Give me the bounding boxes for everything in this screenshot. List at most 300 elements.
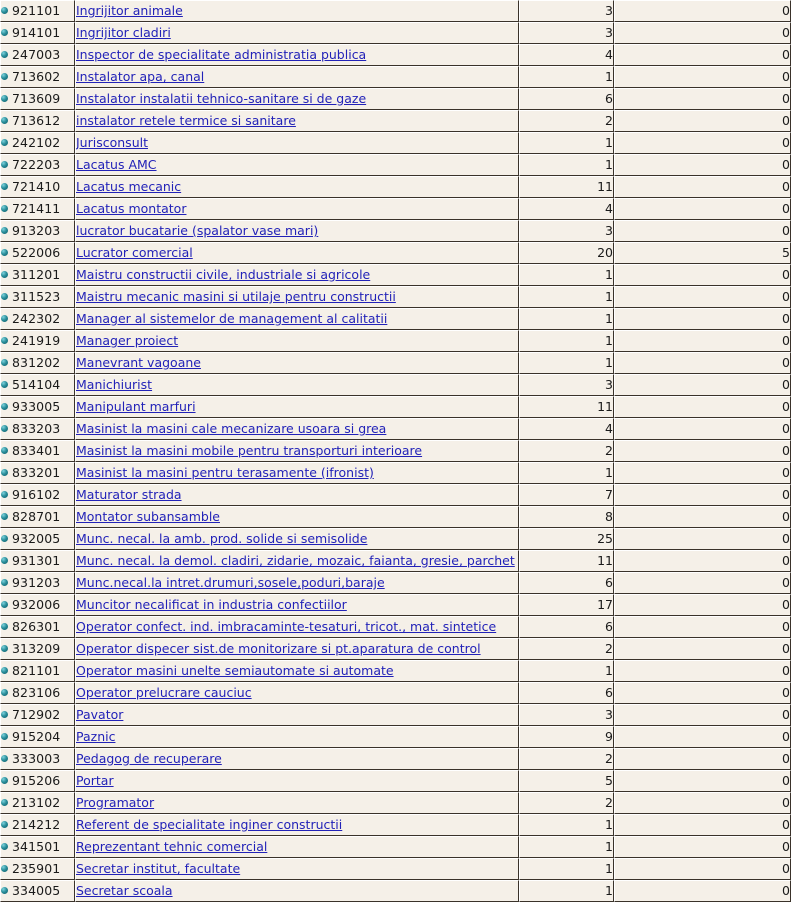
cell-count-b: 0 [614, 264, 791, 286]
cell-code [0, 792, 75, 814]
table-row [0, 858, 791, 880]
cell-count-b: 0 [614, 858, 791, 880]
table-row [0, 726, 791, 748]
sphere-bullet-icon [1, 447, 8, 454]
sphere-bullet-icon [1, 7, 8, 14]
cell-count-b: 0 [614, 22, 791, 44]
cell-code [0, 308, 75, 330]
occupation-link[interactable]: Operator masini unelte semiautomate si automate [76, 663, 394, 678]
occupation-link[interactable]: Jurisconsult [76, 135, 148, 150]
cell-occupation [75, 418, 519, 440]
cell-occupation [75, 0, 519, 22]
sphere-bullet-icon [1, 579, 8, 586]
table-row [0, 286, 791, 308]
cell-occupation [75, 880, 519, 902]
cell-code [0, 660, 75, 682]
cell-count-a: 1 [519, 660, 614, 682]
cell-occupation [75, 132, 519, 154]
cell-count-b: 0 [614, 88, 791, 110]
table-row [0, 594, 791, 616]
occupation-code: 241919 [12, 333, 61, 349]
sphere-bullet-icon [1, 469, 8, 476]
cell-code [0, 440, 75, 462]
occupation-link[interactable]: Manichiurist [76, 377, 153, 392]
occupation-code: 242102 [12, 135, 61, 151]
cell-occupation [75, 44, 519, 66]
cell-count-a: 1 [519, 264, 614, 286]
occupation-code: 341501 [12, 839, 61, 855]
occupation-link[interactable]: Operator dispecer sist.de monitorizare si pt.aparatura de control [76, 641, 481, 656]
cell-occupation [75, 550, 519, 572]
cell-code [0, 44, 75, 66]
cell-count-a: 5 [519, 770, 614, 792]
cell-code [0, 22, 75, 44]
cell-code [0, 242, 75, 264]
occupation-link[interactable]: Muncitor necalificat in industria confectiilor [76, 597, 347, 612]
occupation-code: 247003 [12, 47, 61, 63]
cell-occupation [75, 858, 519, 880]
cell-count-a: 2 [519, 792, 614, 814]
cell-count-b: 0 [614, 660, 791, 682]
occupation-code: 833203 [12, 421, 61, 437]
cell-code [0, 462, 75, 484]
occupation-link[interactable]: Maistru mecanic masini si utilaje pentru constructii [76, 289, 396, 304]
table-row [0, 330, 791, 352]
cell-count-b: 0 [614, 484, 791, 506]
cell-occupation [75, 242, 519, 264]
table-row [0, 264, 791, 286]
cell-count-a: 3 [519, 374, 614, 396]
sphere-bullet-icon [1, 227, 8, 234]
cell-code [0, 132, 75, 154]
cell-code [0, 550, 75, 572]
cell-code [0, 374, 75, 396]
occupation-code: 311523 [12, 289, 61, 305]
cell-count-b: 0 [614, 176, 791, 198]
cell-count-b: 0 [614, 110, 791, 132]
cell-code [0, 704, 75, 726]
cell-count-b: 0 [614, 748, 791, 770]
sphere-bullet-icon [1, 865, 8, 872]
cell-code [0, 286, 75, 308]
cell-occupation [75, 638, 519, 660]
occupation-link[interactable]: Operator prelucrare cauciuc [76, 685, 252, 700]
cell-occupation [75, 110, 519, 132]
cell-count-a: 3 [519, 22, 614, 44]
cell-count-a: 2 [519, 110, 614, 132]
occupation-code: 913203 [12, 223, 61, 239]
cell-count-b: 0 [614, 638, 791, 660]
cell-count-a: 9 [519, 726, 614, 748]
occupation-code: 933005 [12, 399, 61, 415]
occupation-code: 833201 [12, 465, 61, 481]
cell-code [0, 176, 75, 198]
occupation-link[interactable]: Instalator apa, canal [76, 69, 205, 84]
occupation-link[interactable]: Manager proiect [76, 333, 179, 348]
occupation-code: 722203 [12, 157, 61, 173]
sphere-bullet-icon [1, 557, 8, 564]
occupation-link[interactable]: Manager al sistemelor de management al calitatii [76, 311, 388, 326]
table-row [0, 0, 791, 22]
sphere-bullet-icon [1, 601, 8, 608]
cell-occupation [75, 308, 519, 330]
sphere-bullet-icon [1, 161, 8, 168]
occupation-code: 914101 [12, 25, 61, 41]
occupation-link[interactable]: Munc. necal. la amb. prod. solide si semisolide [76, 531, 368, 546]
table-row [0, 484, 791, 506]
sphere-bullet-icon [1, 205, 8, 212]
occupation-code: 915204 [12, 729, 61, 745]
table-row [0, 110, 791, 132]
cell-count-b: 0 [614, 594, 791, 616]
cell-code [0, 748, 75, 770]
cell-occupation [75, 264, 519, 286]
cell-code [0, 616, 75, 638]
cell-code [0, 88, 75, 110]
cell-occupation [75, 462, 519, 484]
cell-occupation [75, 682, 519, 704]
cell-count-a: 6 [519, 88, 614, 110]
occupation-link[interactable]: Masinist la masini mobile pentru transporturi interioare [76, 443, 423, 458]
cell-count-a: 1 [519, 880, 614, 902]
cell-count-b: 0 [614, 704, 791, 726]
sphere-bullet-icon [1, 513, 8, 520]
cell-code [0, 528, 75, 550]
sphere-bullet-icon [1, 733, 8, 740]
table-row [0, 506, 791, 528]
sphere-bullet-icon [1, 95, 8, 102]
cell-code [0, 506, 75, 528]
occupation-link[interactable]: Masinist la masini cale mecanizare usoara si grea [76, 421, 387, 436]
cell-occupation [75, 176, 519, 198]
cell-code [0, 726, 75, 748]
cell-count-b: 0 [614, 880, 791, 902]
cell-occupation [75, 198, 519, 220]
cell-count-a: 1 [519, 286, 614, 308]
table-row [0, 528, 791, 550]
cell-occupation [75, 704, 519, 726]
occupation-code: 713602 [12, 69, 61, 85]
cell-code [0, 220, 75, 242]
cell-count-b: 0 [614, 814, 791, 836]
table-row [0, 418, 791, 440]
occupation-code: 921101 [12, 3, 61, 19]
cell-code [0, 880, 75, 902]
cell-count-a: 11 [519, 176, 614, 198]
cell-code [0, 682, 75, 704]
cell-occupation [75, 814, 519, 836]
cell-count-a: 1 [519, 352, 614, 374]
cell-count-a: 3 [519, 220, 614, 242]
cell-count-b: 0 [614, 616, 791, 638]
cell-count-a: 1 [519, 308, 614, 330]
sphere-bullet-icon [1, 799, 8, 806]
table-row [0, 220, 791, 242]
cell-count-b: 0 [614, 352, 791, 374]
occupation-code: 915206 [12, 773, 61, 789]
table-row [0, 814, 791, 836]
cell-occupation [75, 484, 519, 506]
cell-occupation [75, 726, 519, 748]
cell-code [0, 836, 75, 858]
cell-occupation [75, 528, 519, 550]
cell-count-a: 1 [519, 858, 614, 880]
occupation-code: 713609 [12, 91, 61, 107]
cell-count-a: 20 [519, 242, 614, 264]
cell-count-b: 0 [614, 506, 791, 528]
cell-occupation [75, 440, 519, 462]
occupation-link[interactable]: Lucrator comercial [76, 245, 193, 260]
sphere-bullet-icon [1, 271, 8, 278]
occupation-link[interactable]: Maturator strada [76, 487, 182, 502]
occupation-code: 313209 [12, 641, 61, 657]
sphere-bullet-icon [1, 381, 8, 388]
sphere-bullet-icon [1, 689, 8, 696]
occupation-code: 828701 [12, 509, 61, 525]
cell-code [0, 814, 75, 836]
cell-code [0, 352, 75, 374]
occupation-code: 931203 [12, 575, 61, 591]
occupation-code: 712902 [12, 707, 61, 723]
cell-count-b: 0 [614, 836, 791, 858]
cell-count-b: 0 [614, 286, 791, 308]
table-row [0, 440, 791, 462]
occupation-code: 932005 [12, 531, 61, 547]
table-row [0, 308, 791, 330]
cell-count-a: 11 [519, 396, 614, 418]
table-row [0, 176, 791, 198]
occupation-link[interactable]: Portar [76, 773, 114, 788]
cell-occupation [75, 770, 519, 792]
cell-code [0, 638, 75, 660]
cell-occupation [75, 154, 519, 176]
cell-count-b: 0 [614, 0, 791, 22]
sphere-bullet-icon [1, 645, 8, 652]
occupation-link[interactable]: Reprezentant tehnic comercial [76, 839, 268, 854]
cell-count-b: 0 [614, 396, 791, 418]
cell-code [0, 858, 75, 880]
cell-count-a: 2 [519, 638, 614, 660]
cell-count-b: 0 [614, 462, 791, 484]
occupation-link[interactable]: Masinist la masini pentru terasamente (ifronist) [76, 465, 374, 480]
cell-occupation [75, 506, 519, 528]
occupation-code: 721411 [12, 201, 61, 217]
cell-occupation [75, 374, 519, 396]
occupation-code: 721410 [12, 179, 61, 195]
occupation-link[interactable]: Lacatus mecanic [76, 179, 182, 194]
cell-code [0, 110, 75, 132]
cell-code [0, 264, 75, 286]
table-row [0, 880, 791, 902]
occupation-link[interactable]: Ingrijitor animale [76, 3, 183, 18]
occupation-link[interactable]: lucrator bucatarie (spalator vase mari) [76, 223, 319, 238]
occupation-link[interactable]: Instalator instalatii tehnico-sanitare si de gaze [76, 91, 367, 106]
table-row [0, 22, 791, 44]
occupation-code: 826301 [12, 619, 61, 635]
cell-occupation [75, 286, 519, 308]
cell-count-b: 0 [614, 682, 791, 704]
cell-occupation [75, 330, 519, 352]
table-row [0, 704, 791, 726]
occupation-link[interactable]: Manipulant marfuri [76, 399, 196, 414]
cell-count-a: 1 [519, 132, 614, 154]
table-row [0, 550, 791, 572]
occupation-code: 931301 [12, 553, 61, 569]
table-row [0, 242, 791, 264]
cell-count-a: 7 [519, 484, 614, 506]
cell-count-b: 0 [614, 440, 791, 462]
cell-count-b: 0 [614, 154, 791, 176]
occupation-link[interactable]: Munc.necal.la intret.drumuri,sosele,poduri,baraje [76, 575, 385, 590]
table-row [0, 660, 791, 682]
cell-count-b: 5 [614, 242, 791, 264]
sphere-bullet-icon [1, 29, 8, 36]
table-row [0, 66, 791, 88]
sphere-bullet-icon [1, 73, 8, 80]
cell-count-a: 1 [519, 836, 614, 858]
sphere-bullet-icon [1, 843, 8, 850]
sphere-bullet-icon [1, 777, 8, 784]
table-row [0, 374, 791, 396]
cell-count-b: 0 [614, 418, 791, 440]
sphere-bullet-icon [1, 425, 8, 432]
cell-code [0, 198, 75, 220]
occupation-code: 522006 [12, 245, 61, 261]
sphere-bullet-icon [1, 183, 8, 190]
cell-count-a: 6 [519, 682, 614, 704]
cell-count-a: 8 [519, 506, 614, 528]
table-row [0, 572, 791, 594]
occupation-link[interactable]: Operator confect. ind. imbracaminte-tesaturi, tricot., mat. sintetice [76, 619, 497, 634]
occupation-link[interactable]: Secretar scoala [76, 883, 173, 898]
occupation-link[interactable]: Paznic [76, 729, 116, 744]
cell-code [0, 154, 75, 176]
cell-code [0, 396, 75, 418]
cell-code [0, 770, 75, 792]
occupation-link[interactable]: Montator subansamble [76, 509, 220, 524]
cell-count-b: 0 [614, 374, 791, 396]
cell-occupation [75, 594, 519, 616]
cell-count-b: 0 [614, 44, 791, 66]
cell-count-b: 0 [614, 132, 791, 154]
cell-occupation [75, 792, 519, 814]
sphere-bullet-icon [1, 711, 8, 718]
cell-count-a: 3 [519, 704, 614, 726]
cell-count-b: 0 [614, 330, 791, 352]
table-row [0, 198, 791, 220]
cell-code [0, 330, 75, 352]
cell-count-b: 0 [614, 550, 791, 572]
cell-occupation [75, 352, 519, 374]
cell-occupation [75, 572, 519, 594]
occupation-link[interactable]: Lacatus AMC [76, 157, 157, 172]
occupation-link[interactable]: Ingrijitor cladiri [76, 25, 171, 40]
cell-count-b: 0 [614, 66, 791, 88]
cell-count-a: 1 [519, 66, 614, 88]
table-row [0, 88, 791, 110]
sphere-bullet-icon [1, 51, 8, 58]
occupation-code: 333003 [12, 751, 61, 767]
cell-occupation [75, 396, 519, 418]
cell-occupation [75, 748, 519, 770]
cell-count-a: 2 [519, 440, 614, 462]
sphere-bullet-icon [1, 249, 8, 256]
cell-code [0, 572, 75, 594]
occupation-link[interactable]: Referent de specialitate inginer constructii [76, 817, 343, 832]
cell-count-b: 0 [614, 220, 791, 242]
sphere-bullet-icon [1, 403, 8, 410]
occupation-code: 235901 [12, 861, 61, 877]
occupation-link[interactable]: instalator retele termice si sanitare [76, 113, 296, 128]
sphere-bullet-icon [1, 667, 8, 674]
cell-count-b: 0 [614, 792, 791, 814]
table-row [0, 616, 791, 638]
occupation-link[interactable]: Munc. necal. la demol. cladiri, zidarie, mozaic, faianta, gresie, parchet [76, 553, 515, 568]
cell-count-b: 0 [614, 198, 791, 220]
cell-count-a: 1 [519, 814, 614, 836]
table-row [0, 638, 791, 660]
occupation-link[interactable]: Maistru constructii civile, industriale si agricole [76, 267, 371, 282]
table-row [0, 770, 791, 792]
cell-code [0, 594, 75, 616]
occupation-link[interactable]: Inspector de specialitate administratia publica [76, 47, 367, 62]
sphere-bullet-icon [1, 117, 8, 124]
sphere-bullet-icon [1, 491, 8, 498]
cell-count-a: 2 [519, 748, 614, 770]
cell-code [0, 66, 75, 88]
occupation-code: 833401 [12, 443, 61, 459]
cell-count-b: 0 [614, 770, 791, 792]
occupation-link[interactable]: Manevrant vagoane [76, 355, 201, 370]
occupation-code: 514104 [12, 377, 61, 393]
sphere-bullet-icon [1, 315, 8, 322]
cell-count-a: 1 [519, 330, 614, 352]
occupation-code: 713612 [12, 113, 61, 129]
occupation-code: 916102 [12, 487, 61, 503]
occupation-code: 932006 [12, 597, 61, 613]
occupation-link[interactable]: Pavator [76, 707, 124, 722]
cell-count-a: 17 [519, 594, 614, 616]
table-row [0, 462, 791, 484]
occupation-link[interactable]: Secretar institut, facultate [76, 861, 241, 876]
occupation-code: 831202 [12, 355, 61, 371]
occupation-link[interactable]: Programator [76, 795, 155, 810]
sphere-bullet-icon [1, 535, 8, 542]
sphere-bullet-icon [1, 623, 8, 630]
cell-count-a: 25 [519, 528, 614, 550]
cell-count-a: 4 [519, 198, 614, 220]
occupation-link[interactable]: Lacatus montator [76, 201, 187, 216]
cell-occupation [75, 22, 519, 44]
table-row [0, 44, 791, 66]
cell-count-a: 1 [519, 462, 614, 484]
cell-count-b: 0 [614, 572, 791, 594]
occupation-code: 334005 [12, 883, 61, 899]
cell-count-a: 11 [519, 550, 614, 572]
cell-count-a: 1 [519, 154, 614, 176]
occupation-link[interactable]: Pedagog de recuperare [76, 751, 222, 766]
sphere-bullet-icon [1, 337, 8, 344]
table-row [0, 792, 791, 814]
sphere-bullet-icon [1, 139, 8, 146]
cell-occupation [75, 616, 519, 638]
cell-count-a: 4 [519, 44, 614, 66]
cell-count-a: 4 [519, 418, 614, 440]
occupation-code: 311201 [12, 267, 61, 283]
cell-occupation [75, 66, 519, 88]
table-row [0, 132, 791, 154]
cell-count-a: 6 [519, 616, 614, 638]
